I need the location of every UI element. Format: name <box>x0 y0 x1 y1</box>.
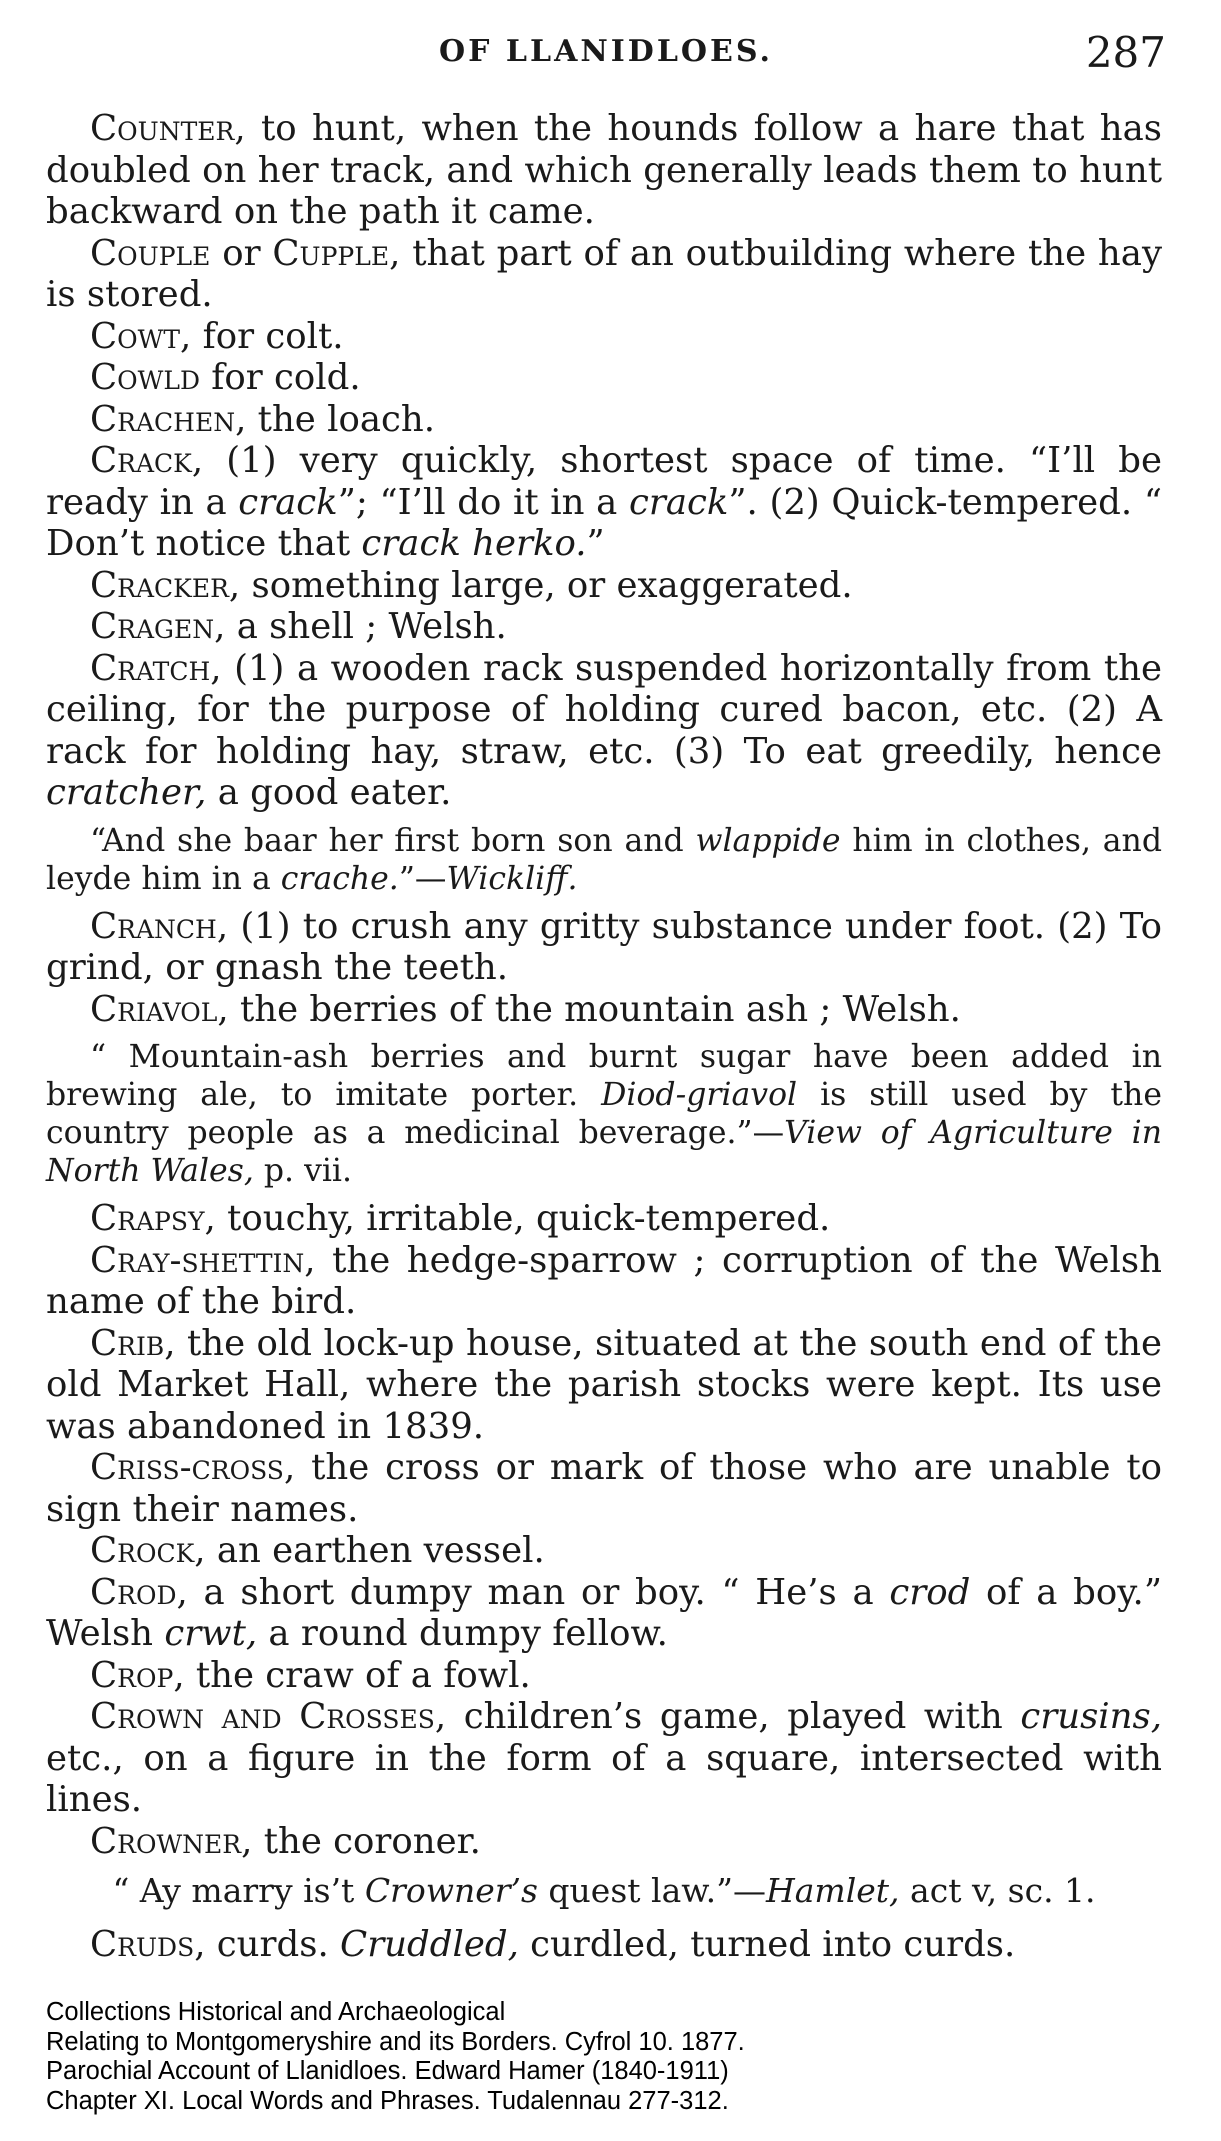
entry-counter <box>46 108 1162 233</box>
definition-part: , a short dumpy man or boy. “ He’s a <box>176 1571 890 1613</box>
definition-part: ” <box>586 523 605 564</box>
entry-cowld <box>46 357 1162 399</box>
entry-crown-and-crosses <box>46 1696 1162 1821</box>
connector: or <box>210 232 273 274</box>
headword: Couple <box>90 232 211 274</box>
headword: Crock <box>90 1530 195 1571</box>
definition-part: ”; “I’ll do it in a <box>337 481 629 523</box>
entry-cranch <box>46 906 1162 989</box>
italic-term: Diod-griavol <box>601 1077 798 1113</box>
definition-part: etc., on a figure in the form of a square, intersected with lines. <box>46 1737 1162 1820</box>
definition: , an earthen vessel. <box>194 1530 545 1571</box>
headword: Cray-shettin <box>90 1239 305 1281</box>
quote-part: him in clothes, and leyde him in a <box>46 822 1162 897</box>
citation-source: View of Agriculture in North Wales, <box>46 1115 1162 1189</box>
italic-term: crack herko. <box>361 523 587 564</box>
entry-crowner <box>46 1821 1162 1863</box>
definition: , the cross or mark of those who are unable to sign their names. <box>46 1447 1162 1530</box>
definition: , the coroner. <box>241 1820 481 1862</box>
italic-term: wlappide <box>695 822 841 859</box>
headword: Cowt <box>90 315 181 357</box>
italic-term: crache. <box>280 860 399 897</box>
definition: , for colt. <box>180 315 344 357</box>
definition: for cold. <box>200 357 361 398</box>
definition-part: ”. (2) Quick-tempered. “ Don’t notice that <box>46 481 1162 564</box>
definition: , a shell ; Welsh. <box>214 606 507 647</box>
page-number: 287 <box>1085 28 1166 77</box>
entry-crod <box>46 1572 1162 1655</box>
definition: , that part of an outbuilding where the hay is stored. <box>46 232 1162 315</box>
entry-couple <box>46 233 1162 316</box>
italic-term: crusins, <box>1020 1696 1163 1737</box>
italic-term: Crowner’s <box>364 1871 538 1910</box>
definition: , something large, or exaggerated. <box>228 564 853 606</box>
headword: Crown and Crosses <box>90 1696 435 1737</box>
headword: Cowld <box>90 357 200 398</box>
definition: , (1) to crush any gritty substance under foot. (2) To grind, or gnash the teeth. <box>46 905 1162 988</box>
italic-term: crod <box>889 1571 971 1613</box>
headword: Cratch <box>90 647 211 689</box>
entry-cowt <box>46 316 1162 358</box>
definition-part: , children’s game, played with <box>434 1696 1021 1737</box>
citation-source: Wickliff. <box>446 860 578 897</box>
italic-term: cratcher, <box>46 772 207 813</box>
glossary-body <box>46 108 1162 1966</box>
quote-part: act v, sc. 1. <box>899 1871 1096 1910</box>
quotation-agriculture <box>46 1038 1162 1190</box>
entry-crock <box>46 1530 1162 1572</box>
entry-cracker <box>46 565 1162 607</box>
definition-part: curdled, turned into curds. <box>518 1924 1016 1965</box>
entry-crachen <box>46 399 1162 441</box>
quote-part: “And she baar her first born son and <box>90 822 696 859</box>
entry-crapsy <box>46 1198 1162 1240</box>
headword: Crowner <box>90 1820 242 1862</box>
definition: , the berries of the mountain ash ; Welsh. <box>217 988 961 1030</box>
headword: Crod <box>90 1571 177 1613</box>
quote-part: ”— <box>398 860 447 897</box>
caption-line: Parochial Account of Llanidloes. Edward Hamer (1840-1911) <box>46 2057 729 2085</box>
running-title: OF LLANIDLOES. <box>439 34 773 69</box>
italic-term: crack <box>238 481 338 523</box>
definition: , touchy, irritable, quick-tempered. <box>204 1198 831 1239</box>
entry-criss-cross <box>46 1447 1162 1530</box>
definition: , to hunt, when the hounds follow a hare that has doubled on her track, and which generally leads them to hunt backward on the path it came. <box>46 108 1162 232</box>
italic-term: crwt, <box>164 1613 258 1654</box>
definition: , the hedge-sparrow ; corruption of the Welsh name of the bird. <box>46 1239 1162 1322</box>
headword: Crachen <box>90 398 236 440</box>
headword: Cranch <box>90 905 217 947</box>
headword: Cracker <box>90 564 229 606</box>
headword: Cragen <box>90 606 215 647</box>
entry-crack <box>46 440 1162 565</box>
entry-cragen <box>46 606 1162 648</box>
caption-line: Collections Historical and Archaeological <box>46 1998 506 2026</box>
definition: , the craw of a fowl. <box>173 1654 531 1696</box>
caption-line: Chapter XI. Local Words and Phrases. Tudalennau 277-312. <box>46 2086 729 2115</box>
headword: Cruds <box>90 1924 195 1965</box>
entry-cratch <box>46 648 1162 814</box>
entry-cruds <box>46 1924 1162 1966</box>
entry-criavol <box>46 989 1162 1031</box>
definition-part: a good eater. <box>206 772 452 813</box>
entry-crop <box>46 1655 1162 1697</box>
quotation-wickliff <box>46 822 1162 898</box>
quote-part: “ Ay marry is’t <box>112 1871 365 1910</box>
headword: Criavol <box>90 988 218 1030</box>
headword: Crib <box>90 1322 165 1364</box>
definition: , the loach. <box>235 398 436 440</box>
entry-crib <box>46 1323 1162 1448</box>
quote-part: is still used by the country people as a medicinal beverage.”— <box>46 1077 1162 1151</box>
headword-variant: Cupple <box>272 232 390 274</box>
quote-part: p. vii. <box>253 1153 353 1189</box>
citation-source: Hamlet, <box>765 1871 900 1910</box>
definition-part: a round dumpy fellow. <box>257 1613 668 1654</box>
quote-part: quest law.”— <box>537 1871 766 1910</box>
definition-part: of a boy.” Welsh <box>46 1571 1162 1654</box>
headword: Crapsy <box>90 1198 205 1239</box>
italic-term: Cruddled, <box>340 1924 519 1965</box>
headword: Crack <box>90 440 192 481</box>
definition-part: , curds. <box>194 1924 341 1965</box>
quotation-hamlet <box>46 1872 1162 1910</box>
caption-line: Relating to Montgomeryshire and its Borders. Cyfrol 10. 1877. <box>46 2027 745 2056</box>
quote-part: “ Mountain-ash berries and burnt sugar have been added in brewing ale, to imitate porter. <box>46 1039 1162 1113</box>
source-caption <box>46 1998 1186 2116</box>
headword: Crop <box>90 1654 174 1696</box>
definition-part: , (1) very quickly, shortest space of time. “I’ll be ready in a <box>46 440 1162 523</box>
headword: Criss-cross <box>90 1447 284 1488</box>
definition-part: , (1) a wooden rack suspended horizontally from the ceiling, for the purpose of holding cured bacon, etc. (2) A rack for holding hay, straw, etc. (3) To eat greedily, hence <box>46 647 1162 772</box>
italic-term: crack <box>628 481 729 523</box>
entry-cray-shettin <box>46 1240 1162 1323</box>
definition: , the old lock-up house, situated at the south end of the old Market Hall, where the parish stocks were kept. Its use was abandoned in 1839. <box>46 1322 1162 1447</box>
headword: Counter <box>90 108 235 149</box>
running-head <box>46 28 1166 77</box>
